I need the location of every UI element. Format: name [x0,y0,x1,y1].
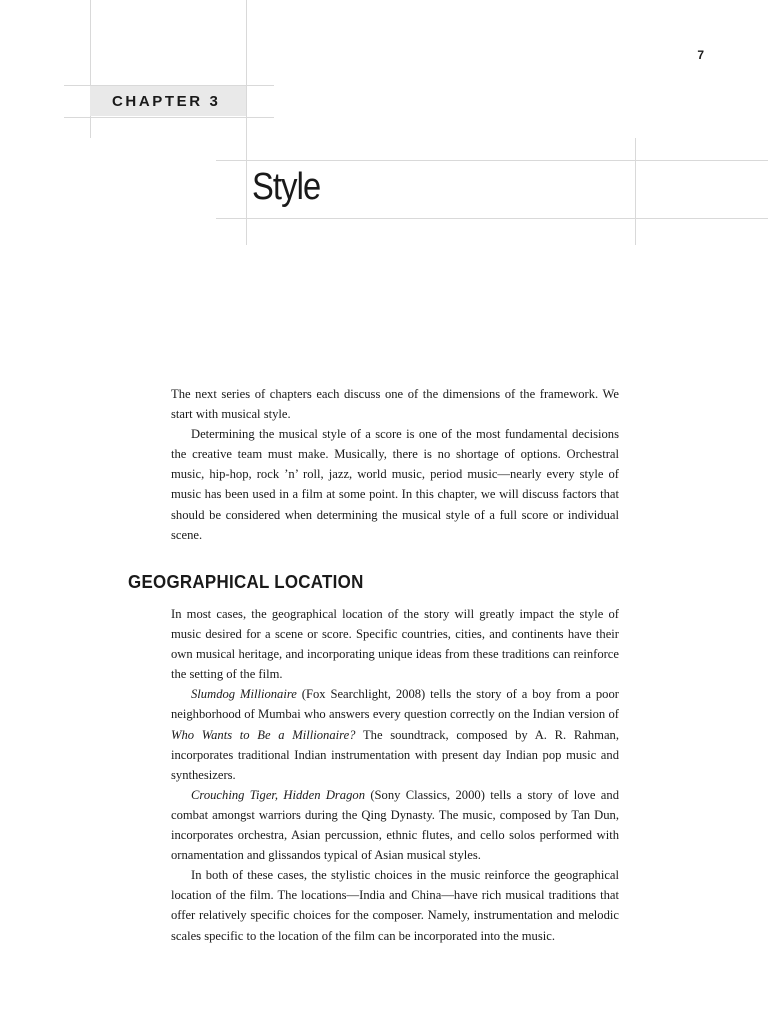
film-title-crouching-tiger: Crouching Tiger, Hidden Dragon [191,787,365,802]
section-heading: GEOGRAPHICAL LOCATION [128,572,364,592]
section-paragraph-3 [171,785,619,865]
horizontal-rule-title-top [216,160,768,161]
vertical-rule-middle [246,0,247,245]
chapter-title: Style [252,166,321,208]
page-number: 7 [697,48,704,62]
section-paragraph-4: In both of these cases, the stylistic choices in the music reinforce the geographical location of the film. The locations—India and China—have rich musical traditions that offer relatively specific choices for the composer. Namely, instrumentation and melodic scales specific to the location of the film can be incorporated into the music. [171,868,619,943]
intro-paragraph-2: Determining the musical style of a score is one of the most fundamental decisions the creative team must make. Musically, there is no shortage of options. Orchestral music, hip-hop, rock ’n’ roll, jazz, world music, period music—nearly every style of music has been used in a film at some point. In this chapter, we will discuss factors that should be considered when determining the musical style of a full score or individual scene. [171,427,619,542]
section-paragraph-2 [171,684,619,784]
film-title-slumdog: Slumdog Millionaire [191,687,297,702]
section-text [171,604,619,946]
intro-paragraph-1: The next series of chapters each discuss one of the dimensions of the framework. We start with musical style. [171,387,619,422]
intro-text [171,384,619,545]
chapter-label: CHAPTER 3 [112,93,221,110]
paragraph-2-text-a: (Fox Searchlight, 2008) tells the story of a boy from a poor neighborhood of Mumbai who answers every question correctly on the Indian version of [171,687,619,722]
show-title: Who Wants to Be a Millionaire? [171,727,356,742]
paragraph-3-text: (Sony Classics, 2000) tells a story of love and combat amongst warriors during the Qing Dynasty. The music, composed by Tan Dun, incorporates orchestra, Asian percussion, ethnic flutes, and cello solos performed with ornamentation and glissandos typical of Asian musical styles. [171,787,619,863]
horizontal-rule-title-bottom [216,218,768,219]
section-paragraph-1: In most cases, the geographical location of the story will greatly impact the style of music desired for a scene or score. Specific countries, cities, and continents have their own musical heritage, and incorporating unique ideas from these traditions can reinforce the setting of the film. [171,607,619,682]
horizontal-rule-chapter-bottom [64,117,274,118]
vertical-rule-right [635,138,636,245]
paragraph-2-text-b: The soundtrack, composed by A. R. Rahman, incorporates traditional Indian instrumentation with present day Indian pop music and synthesizers. [171,727,619,782]
